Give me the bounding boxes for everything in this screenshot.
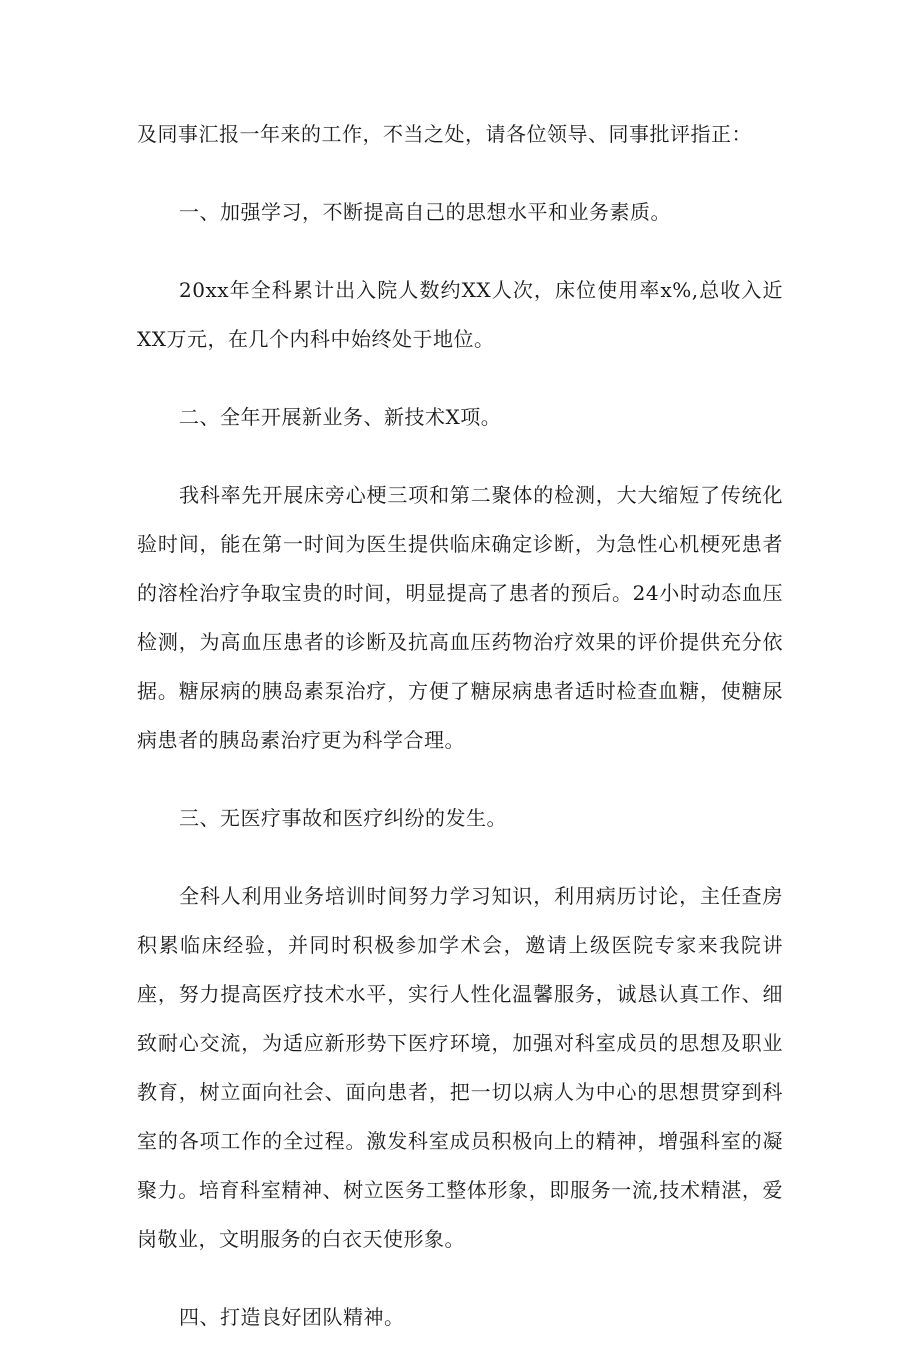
document-body — [137, 110, 783, 1371]
section-heading-3: 三、无医疗事故和医疗纠纷的发生。 — [179, 806, 507, 830]
paragraph-body-2: 我科率先开展床旁心梗三项和第二聚体的检测，大大缩短了传统化验时间，能在第一时间为医生提供临床确定诊断，为急性心机梗死患者的溶栓治疗争取宝贵的时间，明显提高了患者的预后。24小时动态血压检测，为高血压患者的诊断及抗高血压药物治疗效果的评价提供充分依据。糖尿病的胰岛素泵治疗，方便了糖尿病患者适时检查血糖，使糖尿病患者的胰岛素治疗更为科学合理。 — [137, 483, 783, 752]
paragraph-body-3: 全科人利用业务培训时间努力学习知识，利用病历讨论，主任查房积累临床经验，并同时积极参加学术会，邀请上级医院专家来我院讲座，努力提高医疗技术水平，实行人性化温馨服务，诚恳认真工作、细致耐心交流，为适应新形势下医疗环境，加强对科室成员的思想及职业教育，树立面向社会、面向患者，把一切以病人为中心的思想贯穿到科室的各项工作的全过程。激发科室成员积极向上的精神，增强科室的凝聚力。培育科室精神、树立医务工整体形象，即服务一流,技术精湛，爱岗敬业，文明服务的白衣天使形象。 — [137, 884, 783, 1251]
section-heading-1: 一、加强学习，不断提高自己的思想水平和业务素质。 — [179, 200, 671, 224]
paragraph-intro-continuation: 及同事汇报一年来的工作，不当之处，请各位领导、同事批评指正： — [137, 122, 752, 146]
section-heading-2: 二、全年开展新业务、新技术X项。 — [179, 405, 502, 429]
paragraph-body-1: 20xx年全科累计出入院人数约XX人次，床位使用率x%,总收入近XX万元，在几个内科中始终处于地位。 — [137, 278, 783, 351]
section-heading-4: 四、打造良好团队精神。 — [179, 1305, 405, 1329]
